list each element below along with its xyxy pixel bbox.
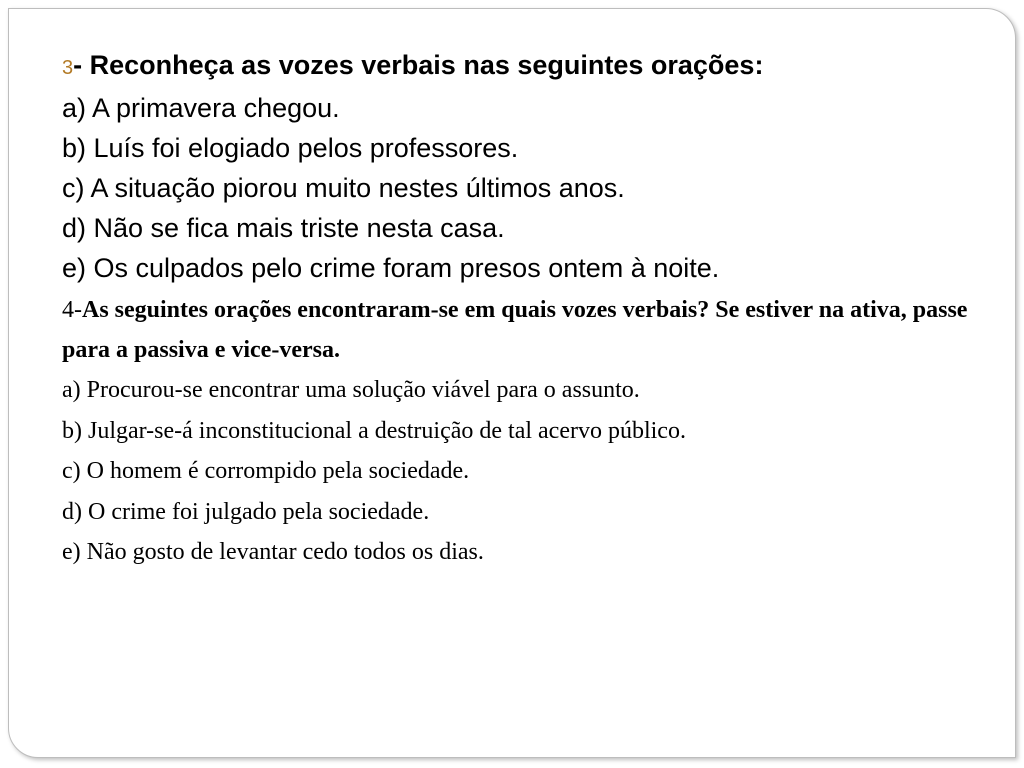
question-3-item-d: d) Não se fica mais triste nesta casa. — [62, 213, 505, 243]
question-4-number: 4- — [62, 297, 82, 323]
question-3-item-c: c) A situação piorou muito nestes últimos anos. — [62, 173, 625, 203]
question-4-heading — [62, 290, 1002, 370]
question-4-item-c: c) O homem é corrompido pela sociedade. — [62, 458, 470, 484]
question-3-item-b: b) Luís foi elogiado pelos professores. — [62, 133, 519, 163]
question-3-heading — [62, 45, 1002, 88]
question-4-item-e: e) Não gosto de levantar cedo todos os dias. — [62, 539, 484, 565]
question-4-title: As seguintes orações encontraram-se em quais vozes verbais? Se estiver na ativa, passe para a passiva e vice-versa. — [62, 297, 968, 363]
question-4-item-d: d) O crime foi julgado pela sociedade. — [62, 498, 430, 525]
question-3-title: - Reconheça as vozes verbais nas seguintes orações: — [73, 50, 764, 80]
question-3-item-a: a) A primavera chegou. — [62, 93, 340, 123]
question-3-number: 3 — [62, 57, 74, 79]
slide-content — [62, 45, 1002, 573]
question-4-item-b: b) Julgar-se-á inconstitucional a destruição de tal acervo público. — [62, 417, 686, 444]
question-3-item-e: e) Os culpados pelo crime foram presos ontem à noite. — [62, 253, 720, 283]
slide-frame — [8, 8, 1016, 758]
question-4-item-a: a) Procurou-se encontrar uma solução viável para o assunto. — [62, 377, 640, 403]
